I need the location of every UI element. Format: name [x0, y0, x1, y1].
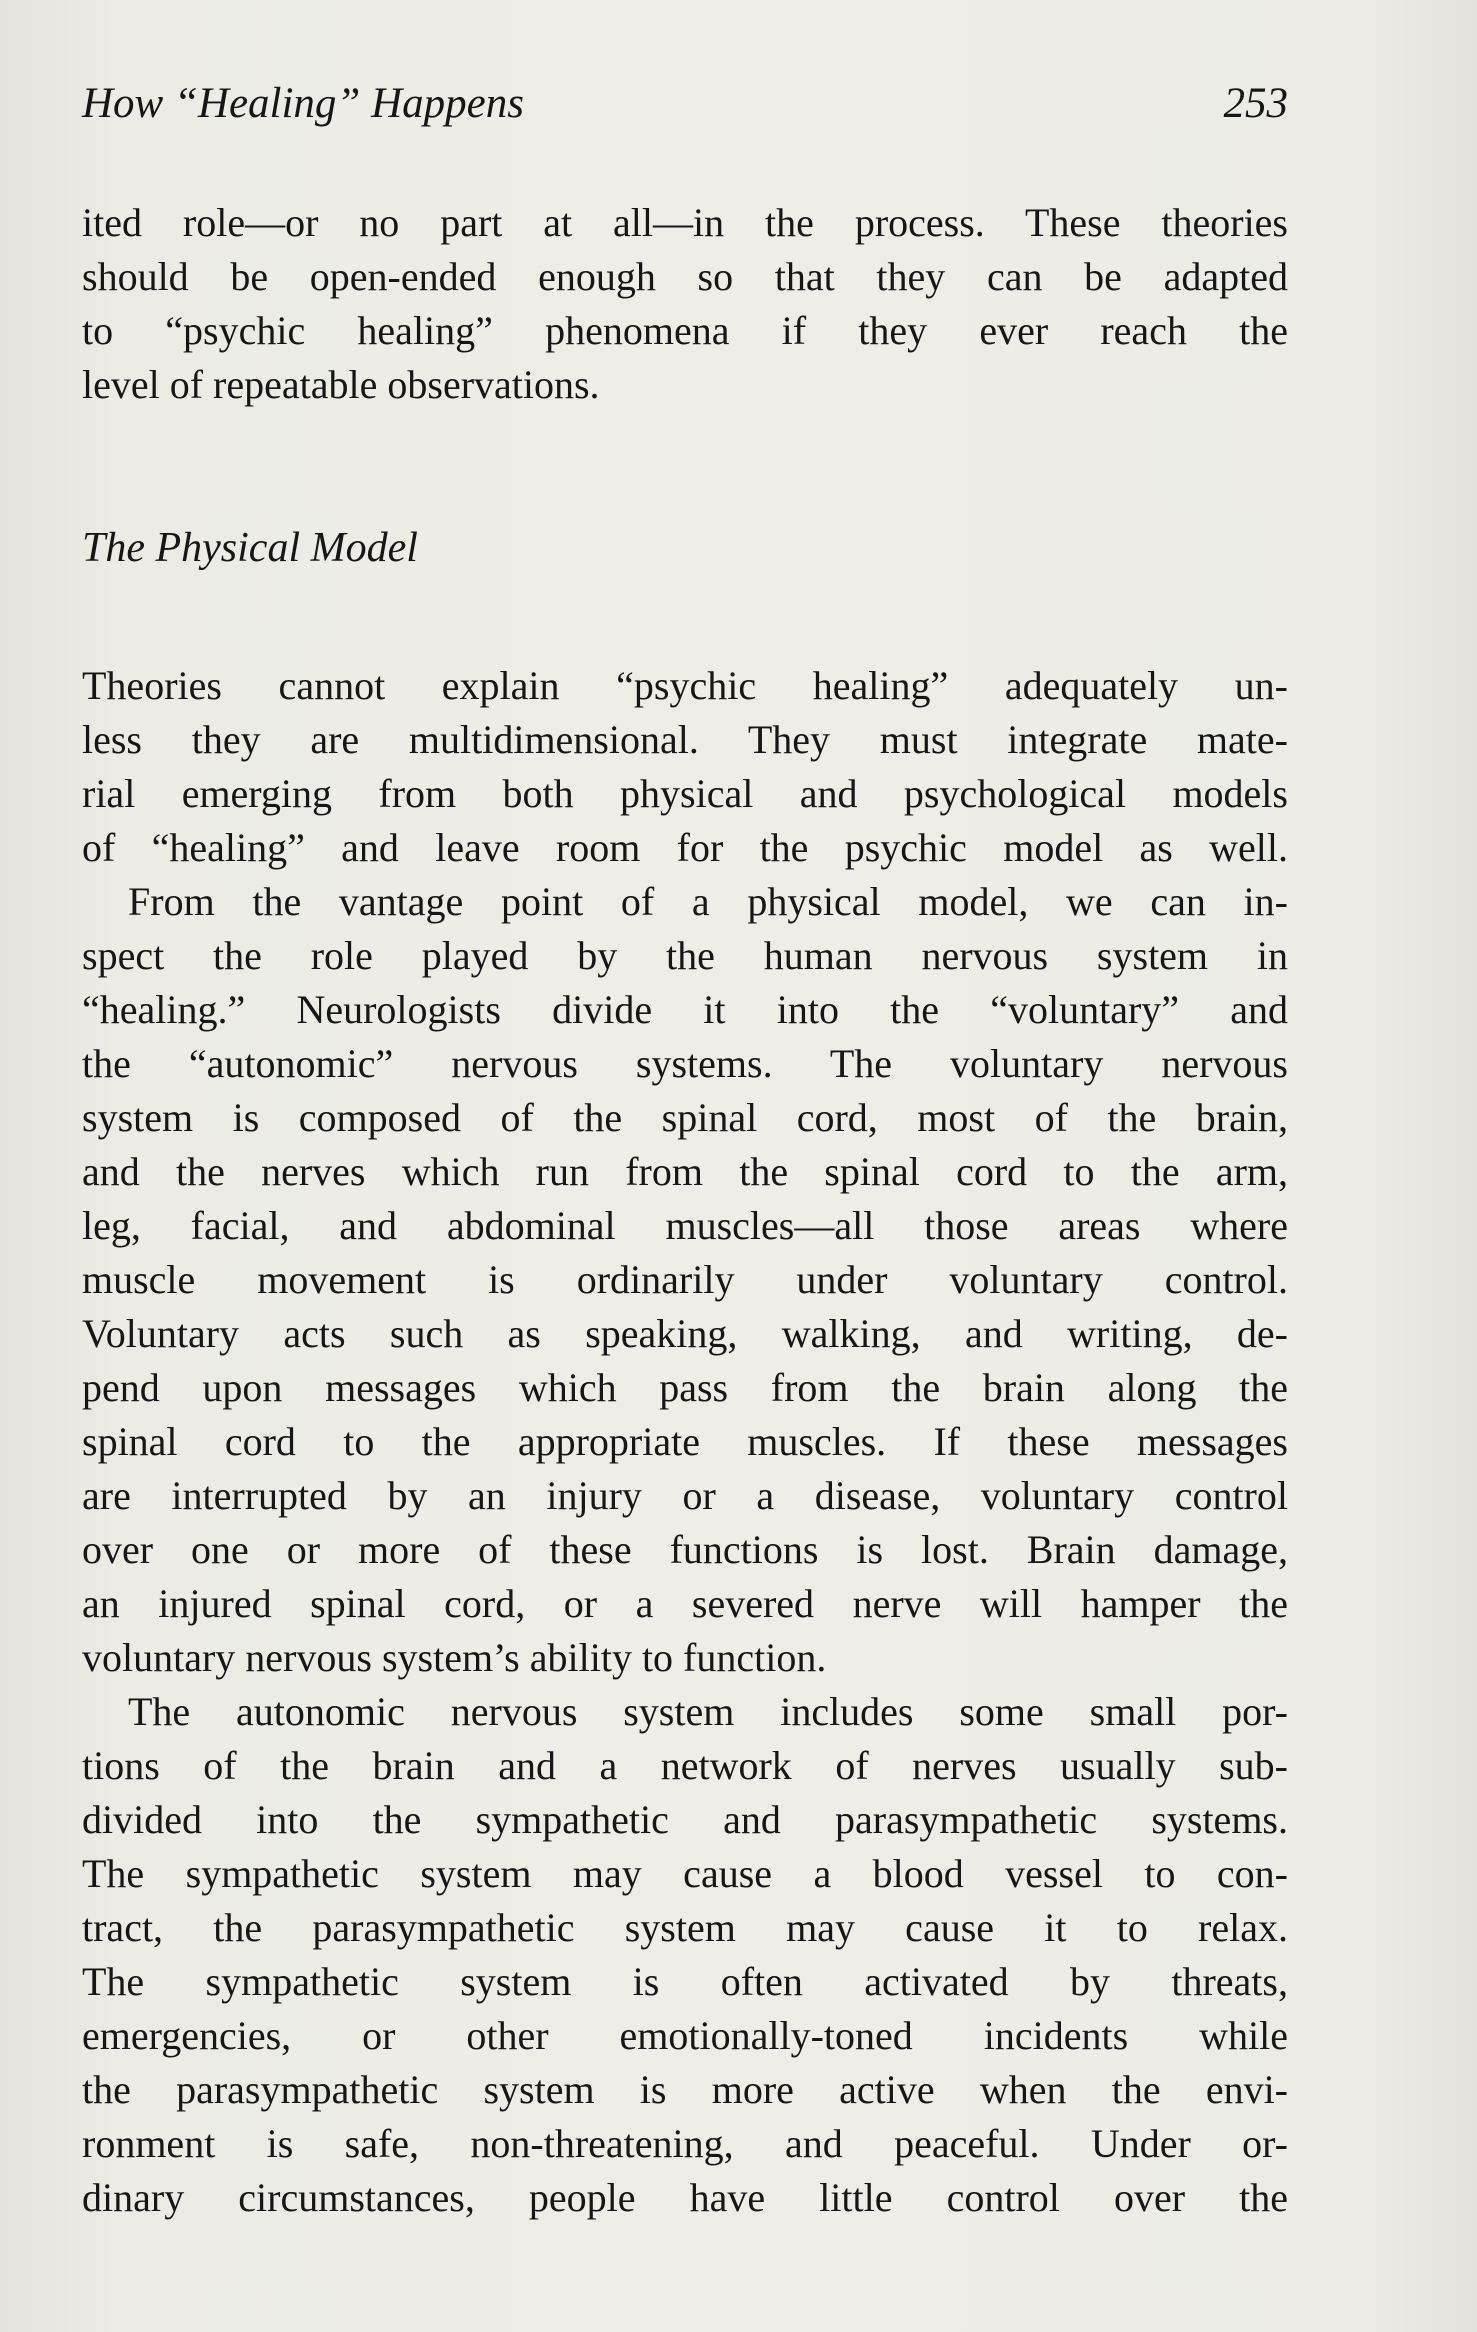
section-heading: The Physical Model [82, 525, 418, 571]
text-line: pend upon messages which pass from the brain along the [82, 1365, 1288, 1410]
text-line: Theories cannot explain “psychic healing” adequately un- [82, 663, 1288, 708]
text-line: and the nerves which run from the spinal cord to the arm, [82, 1149, 1288, 1194]
text-line: are interrupted by an injury or a disease, voluntary control [82, 1473, 1288, 1518]
text-line: Voluntary acts such as speaking, walking, and writing, de- [82, 1311, 1288, 1356]
paragraph [82, 659, 1288, 875]
text-line: The autonomic nervous system includes some small por- [128, 1689, 1288, 1734]
text-line: tract, the parasympathetic system may cause it to relax. [82, 1905, 1288, 1950]
text-line: an injured spinal cord, or a severed nerve will hamper the [82, 1581, 1288, 1626]
running-header [82, 74, 1288, 134]
text-line: to “psychic healing” phenomena if they ever reach the [82, 308, 1288, 353]
paragraph [82, 1685, 1288, 2225]
text-line: leg, facial, and abdominal muscles—all those areas where [82, 1203, 1288, 1248]
page-number: 253 [1223, 80, 1288, 127]
text-line: voluntary nervous system’s ability to function. [82, 1635, 827, 1680]
running-title: How “Healing” Happens [82, 80, 524, 127]
text-line: ited role—or no part at all—in the process. These theories [82, 200, 1288, 245]
continued-paragraph [82, 196, 1288, 412]
text-line: spect the role played by the human nervous system in [82, 933, 1288, 978]
text-line: From the vantage point of a physical model, we can in- [128, 879, 1288, 924]
text-line: tions of the brain and a network of nerves usually sub- [82, 1743, 1288, 1788]
text-line: muscle movement is ordinarily under voluntary control. [82, 1257, 1288, 1302]
text-line: level of repeatable observations. [82, 362, 600, 407]
text-line: rial emerging from both physical and psychological models [82, 771, 1288, 816]
section-body [82, 659, 1288, 2225]
text-line: system is composed of the spinal cord, most of the brain, [82, 1095, 1288, 1140]
text-line: the parasympathetic system is more active when the envi- [82, 2067, 1288, 2112]
text-line: should be open-ended enough so that they can be adapted [82, 254, 1288, 299]
text-line: divided into the sympathetic and parasympathetic systems. [82, 1797, 1288, 1842]
text-line: dinary circumstances, people have little control over the [82, 2175, 1288, 2220]
paragraph [82, 875, 1288, 1685]
text-line: less they are multidimensional. They must integrate mate- [82, 717, 1288, 762]
text-line: of “healing” and leave room for the psychic model as well. [82, 825, 1288, 870]
text-line: ronment is safe, non-threatening, and peaceful. Under or- [82, 2121, 1288, 2166]
text-line: The sympathetic system may cause a blood vessel to con- [82, 1851, 1288, 1896]
text-line: spinal cord to the appropriate muscles. If these messages [82, 1419, 1288, 1464]
text-line: The sympathetic system is often activated by threats, [82, 1959, 1288, 2004]
text-line: over one or more of these functions is lost. Brain damage, [82, 1527, 1288, 1572]
text-line: emergencies, or other emotionally-toned incidents while [82, 2013, 1288, 2058]
text-line: “healing.” Neurologists divide it into the “voluntary” and [82, 987, 1288, 1032]
text-line: the “autonomic” nervous systems. The voluntary nervous [82, 1041, 1288, 1086]
